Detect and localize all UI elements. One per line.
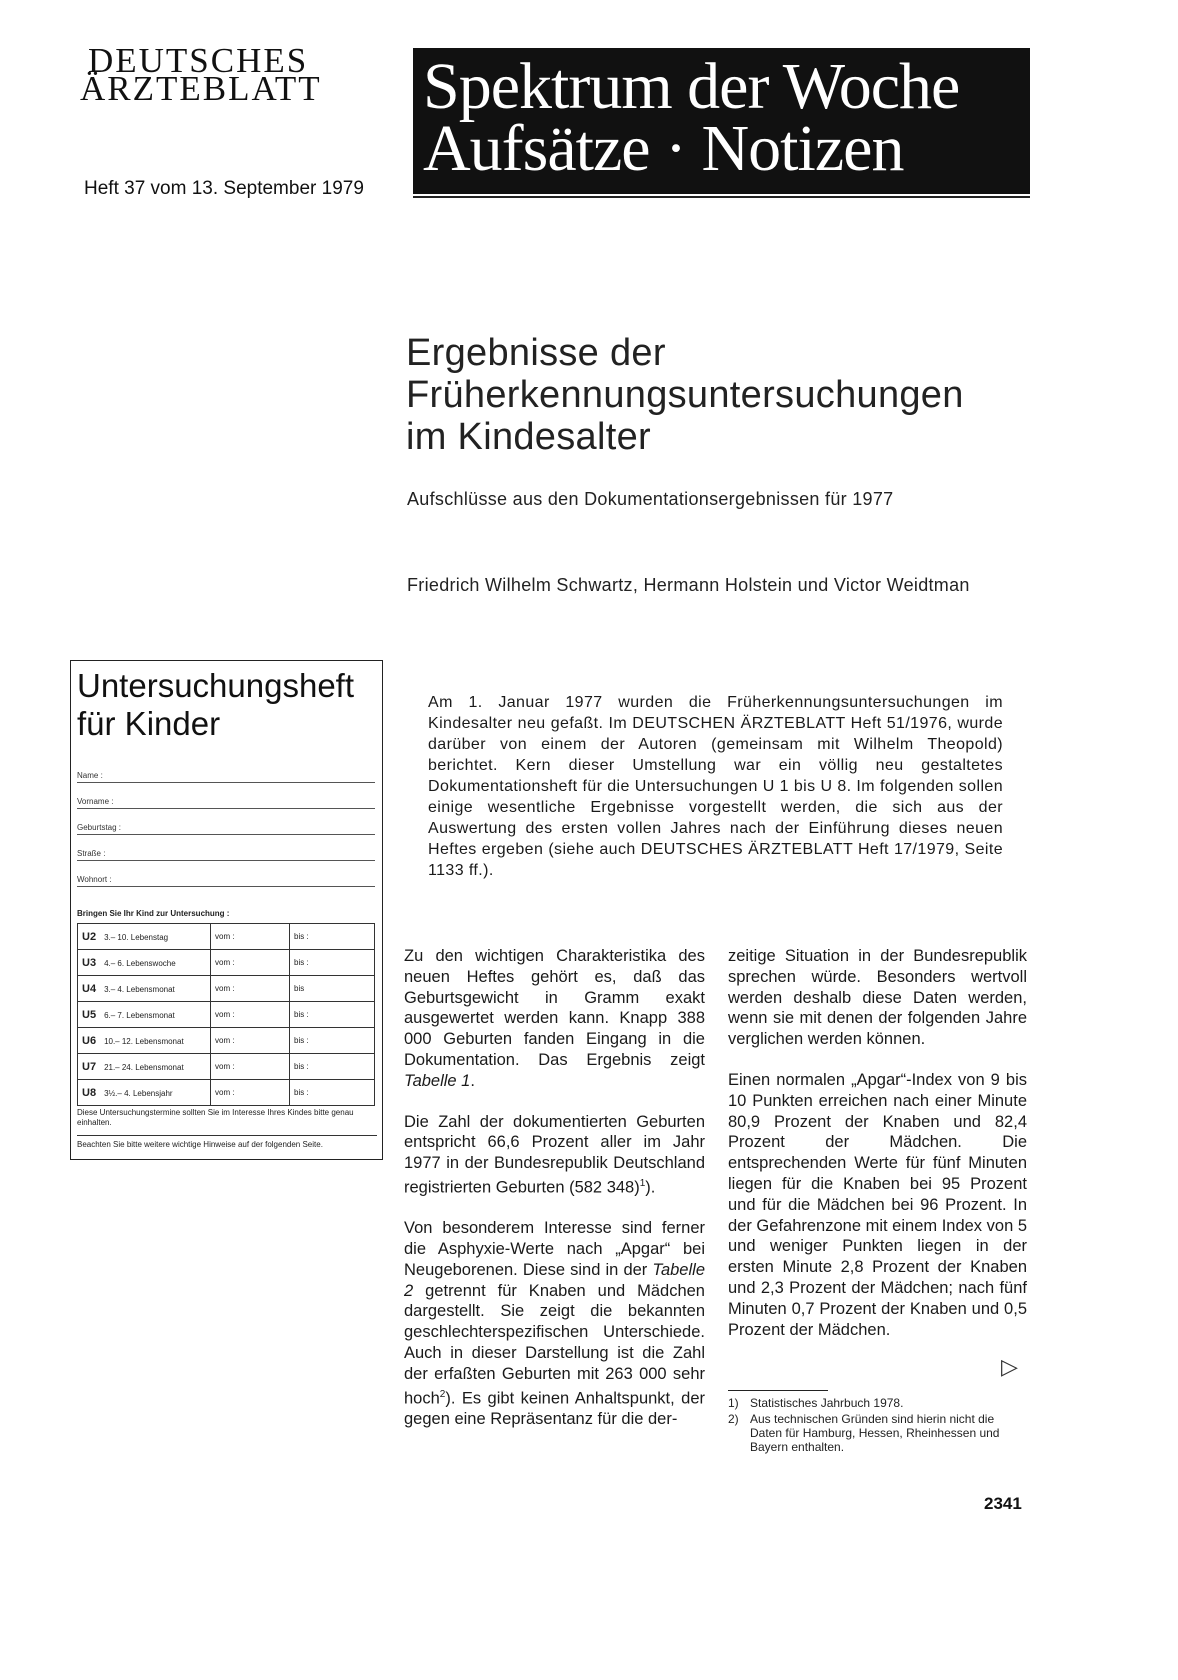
col1-p2-text: Die Zahl der dokumentierten Geburten entspricht 66,6 Prozent aller im Jahr 1977 in der Bundesrepublik Deutschland registrierten Geburten (582 348) (404, 1112, 705, 1197)
period-cell (78, 950, 211, 976)
booklet-title-line1: Untersuchungsheft (77, 667, 355, 704)
table-row (78, 1002, 375, 1028)
to-cell: bis : (290, 1054, 375, 1080)
journal-logo-line1: DEUTSCHES (88, 41, 309, 80)
appointments-table (77, 923, 375, 1106)
col1-p3-end: ). Es gibt keinen Anhaltspunkt, der gegen eine Repräsentanz für die der- (404, 1389, 705, 1428)
field-label: Vorname : (77, 797, 114, 806)
field-line (77, 860, 375, 861)
footnote-text: Aus technischen Gründen sind hierin nicht die Daten für Hamburg, Hessen, Rheinhessen und Bayern enthalten. (750, 1412, 1000, 1454)
exam-code: U6 (82, 1034, 97, 1047)
body-column-2 (728, 946, 1027, 1340)
table-row (78, 1080, 375, 1106)
booklet-field (77, 869, 375, 895)
field-line (77, 886, 375, 887)
booklet-field (77, 843, 375, 869)
period-cell (78, 976, 211, 1002)
col1-p1-end: . (470, 1071, 475, 1090)
footnote-2 (728, 1412, 1028, 1454)
field-line (77, 808, 375, 809)
banner-line1: Spektrum der Woche (423, 50, 960, 123)
title-line3: im Kindesalter (406, 416, 651, 458)
footnote-text: Statistisches Jahrbuch 1978. (750, 1396, 904, 1410)
article-title (406, 332, 964, 458)
table-reference: Tabelle 2 (404, 1260, 705, 1300)
exam-period: 3.– 4. Lebensmonat (104, 984, 175, 994)
section-banner (413, 48, 1030, 194)
col1-paragraph-2 (404, 1112, 705, 1199)
exam-period: 21.– 24. Lebensmonat (104, 1062, 184, 1072)
from-cell: vom : (211, 1054, 290, 1080)
footnote-ref: 2 (439, 1388, 446, 1400)
booklet-fields (77, 765, 375, 895)
col1-p1-text: Zu den wichtigen Charakteristika des neuen Heftes gehört es, daß das Geburtsgewicht in Gramm exakt ausgewertet werden kann. Knapp 388 000 Geburten fanden Eingang in die Dokumentation. Das Ergebnis zeigt (404, 947, 705, 1069)
col1-p3-text: Von besonderem Interesse sind ferner die Asphyxie-Werte nach „Apgar“ bei Neugeborenen. Diese sind in der (404, 1219, 705, 1279)
table-row (78, 1054, 375, 1080)
article-authors: Friedrich Wilhelm Schwartz, Hermann Holstein und Victor Weidtman (407, 575, 970, 595)
title-line2: Früherkennungsuntersuchungen (406, 374, 964, 416)
footnote-1 (728, 1396, 1028, 1410)
page-number: 2341 (984, 1494, 1022, 1513)
footnote-number: 1) (728, 1396, 739, 1410)
exam-period: 4.– 6. Lebenswoche (104, 958, 176, 968)
journal-logo-line2: ÄRZTEBLATT (80, 69, 322, 108)
table-row (78, 950, 375, 976)
article-subtitle: Aufschlüsse aus den Dokumentationsergebnissen für 1977 (407, 489, 894, 509)
from-cell: vom : (211, 1028, 290, 1054)
field-line (77, 834, 375, 835)
examination-booklet-figure (70, 660, 383, 1160)
exam-code: U8 (82, 1086, 97, 1099)
exam-code: U5 (82, 1008, 97, 1021)
table-row (78, 924, 375, 950)
col1-paragraph-3 (404, 1218, 705, 1429)
period-cell (78, 924, 211, 950)
exam-code: U4 (82, 982, 97, 995)
field-line (77, 782, 375, 783)
footnote-ref: 1 (639, 1177, 646, 1189)
footnote-rule (728, 1390, 828, 1391)
table-heading: Bringen Sie Ihr Kind zur Untersuchung : (77, 909, 230, 918)
title-line1: Ergebnisse der (406, 332, 666, 374)
from-cell: vom : (211, 924, 290, 950)
exam-code: U7 (82, 1060, 97, 1073)
from-cell: vom : (211, 1002, 290, 1028)
table-row (78, 1028, 375, 1054)
booklet-title (77, 667, 354, 743)
exam-period: 3.– 10. Lebenstag (104, 932, 169, 942)
continue-arrow-icon: ▷ (1001, 1354, 1018, 1379)
exam-code: U3 (82, 956, 97, 969)
booklet-title-line2: für Kinder (77, 705, 221, 742)
banner-line2: Aufsätze · Notizen (423, 112, 904, 185)
exam-period: 10.– 12. Lebensmonat (104, 1036, 184, 1046)
to-cell: bis : (290, 1080, 375, 1106)
field-label: Geburtstag : (77, 823, 122, 832)
from-cell: vom : (211, 1080, 290, 1106)
to-cell: bis : (290, 1028, 375, 1054)
exam-period: 6.– 7. Lebensmonat (104, 1010, 175, 1020)
period-cell (78, 1002, 211, 1028)
article-intro: Am 1. Januar 1977 wurden die Früherkennungsuntersuchungen im Kindesalter neu gefaßt. Im DEUTSCHEN ÄRZTEBLATT Heft 51/1976, wurde darüber von einem der Autoren (gemeinsam mit Wilhelm Theopold) berichtet. Kern dieser Umstellung war ein völlig neu gestaltetes Dokumentationsheft für die Untersuchungen U 1 bis U 8. Im folgenden sollen einige wesentliche Ergebnisse vorgestellt werden, die sich aus der Auswertung des ersten vollen Jahres nach der Einführung dieses neuen Heftes ergeben (siehe auch DEUTSCHES ÄRZTEBLATT Heft 17/1979, Seite 1133 ff.). (428, 694, 1003, 879)
exam-code: U2 (82, 930, 97, 943)
footnotes (728, 1396, 1028, 1454)
to-cell: bis : (290, 950, 375, 976)
period-cell (78, 1028, 211, 1054)
booklet-note-1: Diese Untersuchungstermine sollten Sie im Interesse Ihres Kindes bitte genau einhalten. (77, 1108, 354, 1127)
col1-p3-middle: getrennt für Knaben und Mädchen dargestellt. Sie zeigt die bekannten geschlechterspezifischen Unterschiede. Auch in dieser Darstellung ist die Zahl der erfaßten Geburten mit 263 000 sehr hoch (404, 1281, 705, 1408)
from-cell: vom : (211, 976, 290, 1002)
period-cell (78, 1080, 211, 1106)
body-column-1 (404, 946, 705, 1450)
to-cell: bis : (290, 924, 375, 950)
to-cell: bis : (290, 1002, 375, 1028)
booklet-field (77, 817, 375, 843)
from-cell: vom : (211, 950, 290, 976)
field-label: Straße : (77, 849, 106, 858)
col2-paragraph-2: Einen normalen „Apgar“-Index von 9 bis 10 Punkten erreichen nach einer Minute 80,9 Prozent der Knaben und 82,4 Prozent der Mädchen. Die entsprechenden Werte für fünf Minuten liegen für die Knaben bei 95 Prozent und für die Mädchen bei 96 Prozent. In der Gefahrenzone mit einem Index von 5 und weniger Punkten liegen in der ersten Minute 2,8 Prozent der Knaben und 2,3 Prozent der Mädchen; nach fünf Minuten 0,7 Prozent der Knaben und 0,5 Prozent der Mädchen. (728, 1070, 1028, 1339)
field-label: Wohnort : (77, 875, 112, 884)
header-rule (413, 196, 1030, 198)
col1-p2-end: ). (645, 1178, 656, 1197)
to-cell: bis (290, 976, 375, 1002)
period-cell (78, 1054, 211, 1080)
footnote-number: 2) (728, 1412, 739, 1426)
col2-paragraph-1: zeitige Situation in der Bundesrepublik sprechen würde. Besonders wertvoll werden deshalb diese Daten werden, wenn sie mit denen der folgenden Jahre verglichen werden können. (728, 947, 1027, 1049)
exam-period: 3½.– 4. Lebensjahr (104, 1088, 173, 1098)
issue-date: Heft 37 vom 13. September 1979 (84, 178, 364, 199)
booklet-note-2: Beachten Sie bitte weitere wichtige Hinweise auf der folgenden Seite. (77, 1135, 377, 1149)
field-label: Name : (77, 771, 103, 780)
col1-paragraph-1 (404, 946, 705, 1092)
table-row (78, 976, 375, 1002)
table-reference: Tabelle 1 (404, 1071, 471, 1090)
booklet-field (77, 765, 375, 791)
booklet-field (77, 791, 375, 817)
